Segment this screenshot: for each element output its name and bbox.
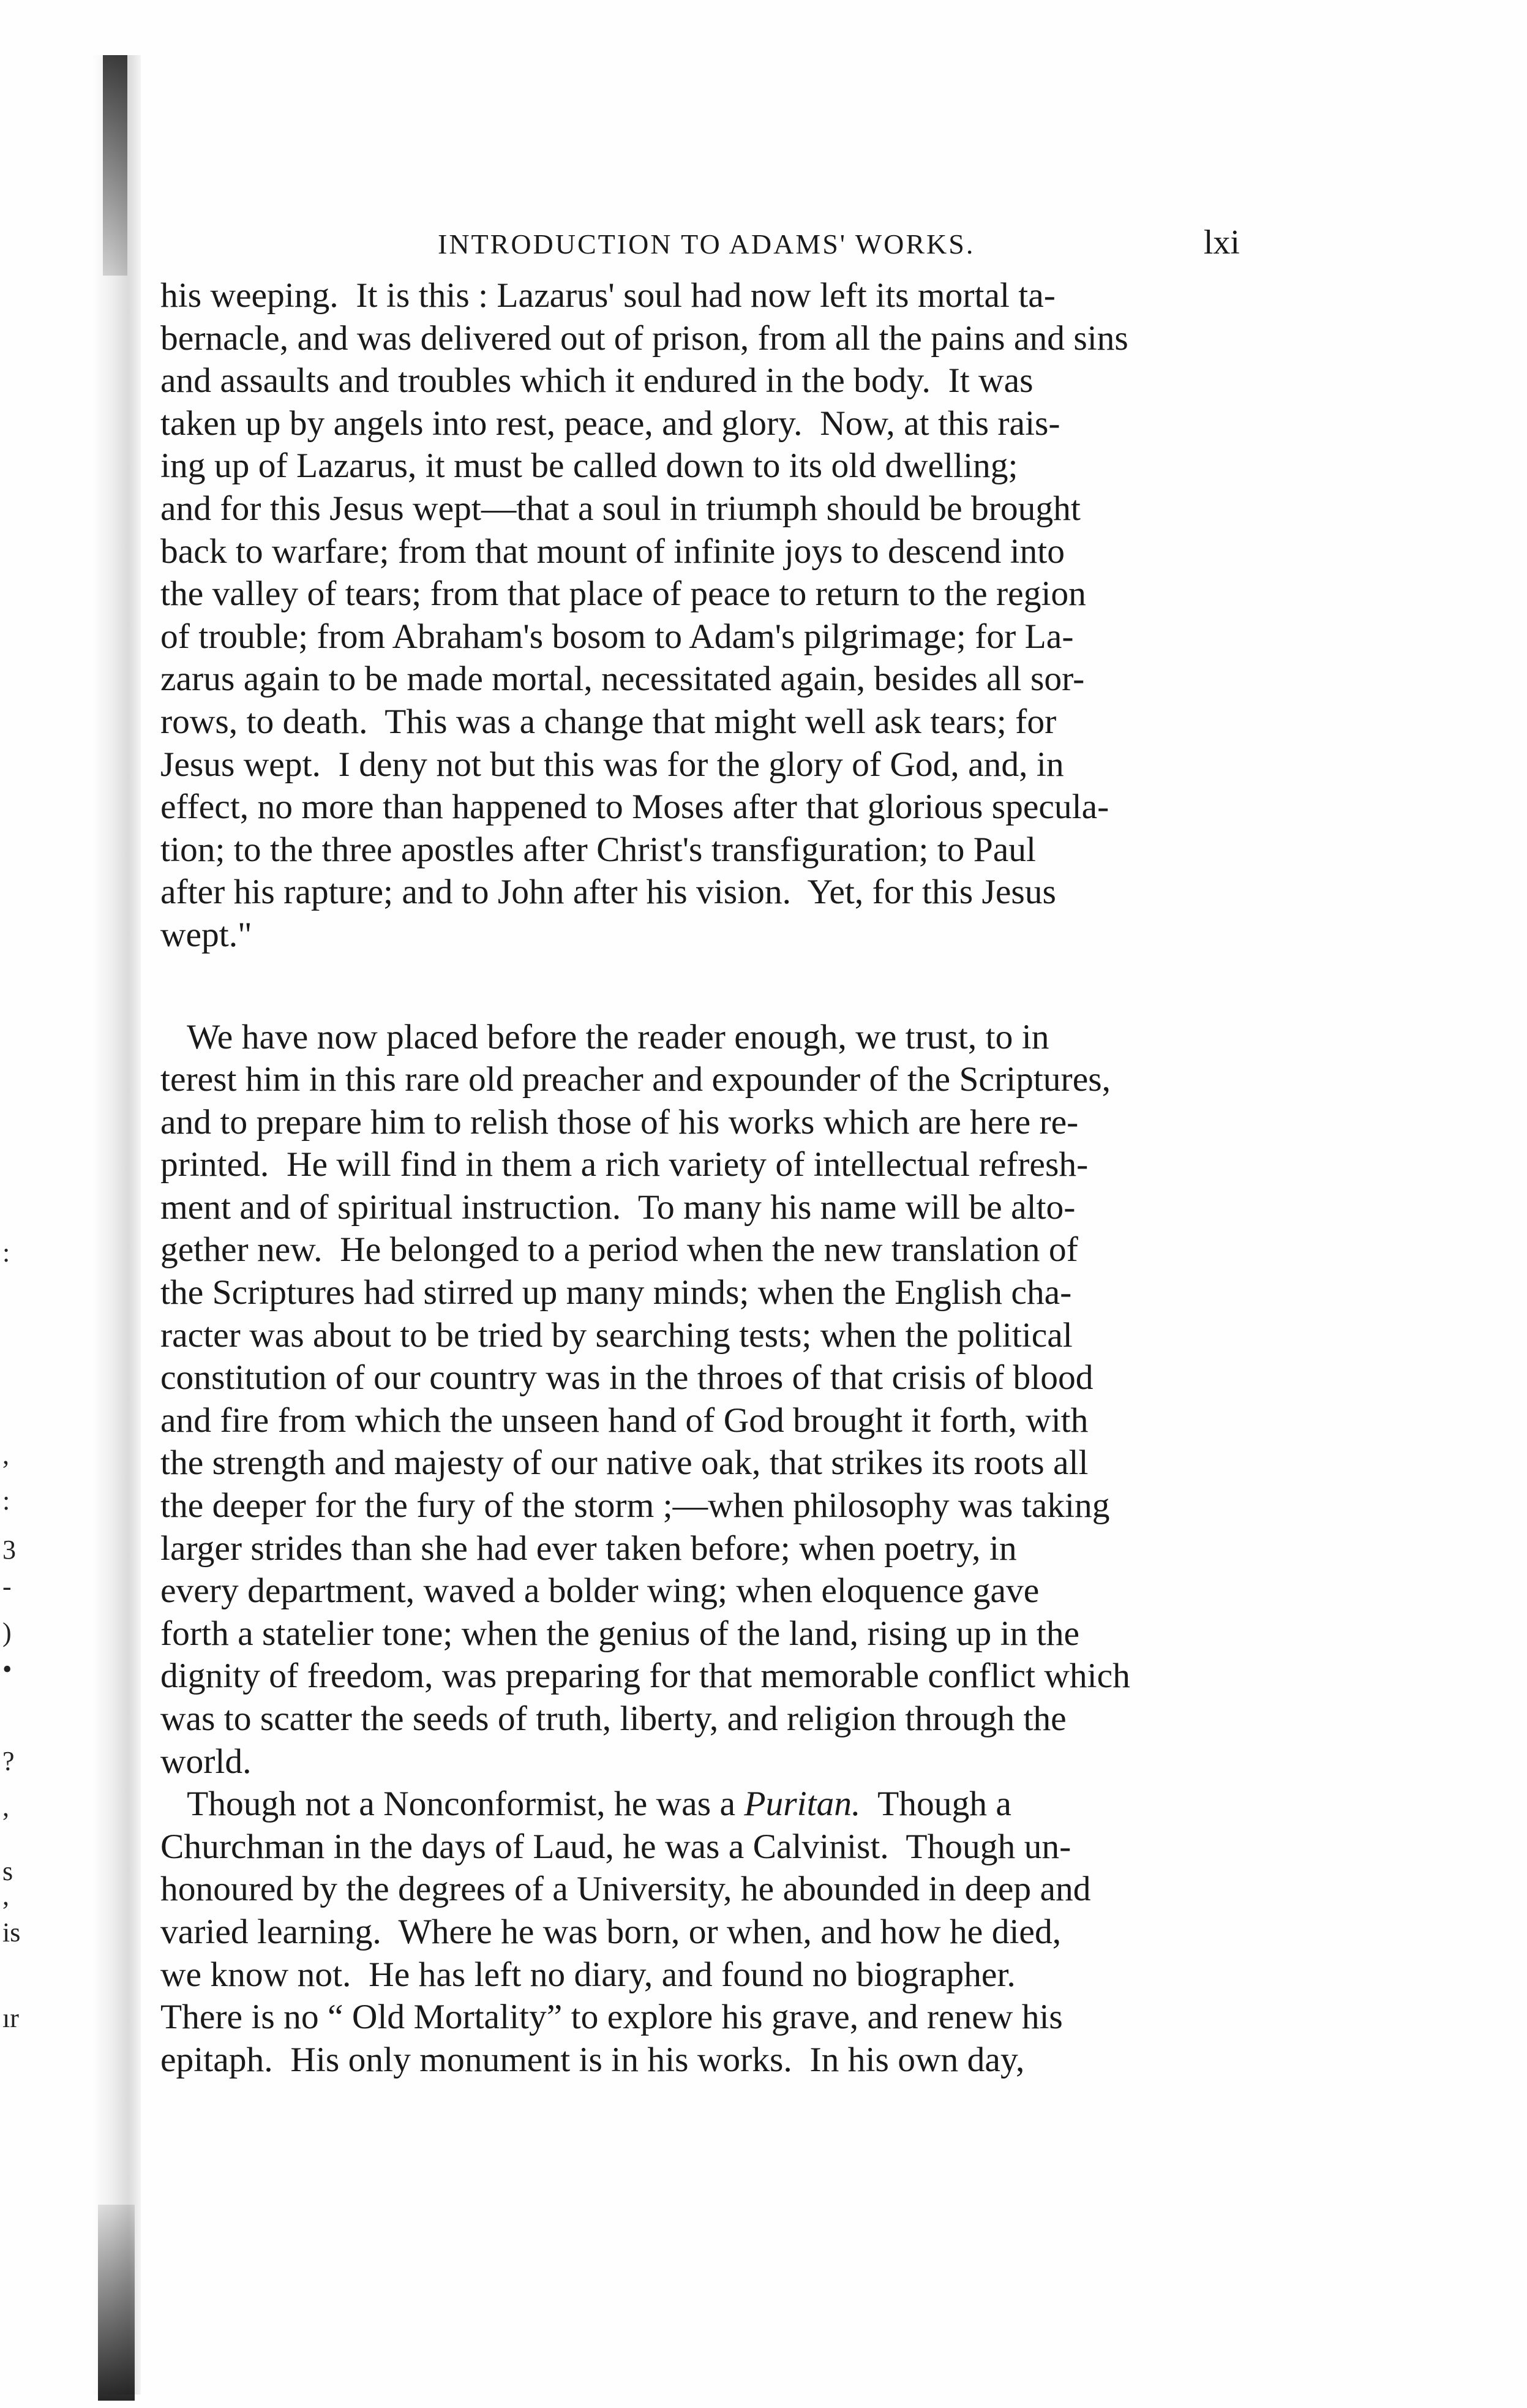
text-line: epitaph. His only monument is in his works. In his own day, — [160, 2040, 1025, 2079]
text-line: honoured by the degrees of a University, he abounded in deep and — [160, 1870, 1091, 1909]
binding-edge-bottom — [98, 2205, 135, 2401]
running-title: INTRODUCTION TO ADAMS' WORKS. — [438, 228, 975, 260]
text-line: forth a statelier tone; when the genius of the land, rising up in the — [160, 1614, 1080, 1653]
page-header — [156, 224, 1240, 271]
text-line: and assaults and troubles which it endured in the body. It was — [160, 361, 1034, 401]
bleed-mark: • — [2, 1654, 12, 1684]
text-line: his weeping. It is this : Lazarus' soul had now left its mortal ta- — [160, 276, 1056, 315]
text-line: Though not a Nonconformist, he was a Puritan. Though a — [160, 1785, 1011, 1824]
bleed-mark: ır — [2, 2003, 19, 2033]
text-line: wept." — [160, 915, 252, 954]
text-line: racter was about to be tried by searching tests; when the political — [160, 1315, 1073, 1355]
bleed-mark: ) — [2, 1617, 12, 1647]
text-line: the strength and majesty of our native oak, that strikes its roots all — [160, 1443, 1089, 1483]
body-text — [160, 274, 1237, 2081]
paragraph-3 — [160, 1783, 1237, 2081]
text-line: was to scatter the seeds of truth, liberty, and religion through the — [160, 1699, 1067, 1738]
text-line: and fire from which the unseen hand of God brought it forth, with — [160, 1401, 1089, 1440]
text-line: zarus again to be made mortal, necessitated again, besides all sor- — [160, 660, 1085, 699]
text-line: There is no “ Old Mortality” to explore his grave, and renew his — [160, 1998, 1063, 2037]
text-line: ing up of Lazarus, it must be called down to its old dwelling; — [160, 446, 1018, 486]
text-line: varied learning. Where he was born, or when, and how he died, — [160, 1912, 1062, 1951]
text-line: and for this Jesus wept—that a soul in triumph should be brought — [160, 489, 1081, 528]
text-line: We have now placed before the reader enough, we trust, to in — [160, 1017, 1049, 1056]
bleed-mark: s — [2, 1856, 13, 1886]
text-line: world. — [160, 1742, 252, 1781]
bleed-mark: , — [2, 1792, 9, 1822]
paragraph-gap — [160, 957, 1237, 1016]
text-line: larger strides than she had ever taken before; when poetry, in — [160, 1529, 1017, 1568]
paragraph-2 — [160, 1016, 1237, 1783]
text-line: effect, no more than happened to Moses after that glorious specula- — [160, 788, 1109, 827]
text-line: dignity of freedom, was preparing for that memorable conflict which — [160, 1657, 1130, 1696]
text-line: and to prepare him to relish those of his works which are here re- — [160, 1102, 1079, 1142]
text-line: tion; to the three apostles after Christ's transfiguration; to Paul — [160, 830, 1037, 869]
text-line: Churchman in the days of Laud, he was a Calvinist. Though un- — [160, 1827, 1071, 1866]
text-line: printed. He will find in them a rich variety of intellectual refresh- — [160, 1145, 1089, 1184]
binding-gutter-shadow — [92, 55, 141, 2395]
text-line: back to warfare; from that mount of infinite joys to descend into — [160, 532, 1065, 571]
text-line: the deeper for the fury of the storm ;—when philosophy was taking — [160, 1486, 1110, 1526]
text-line: bernacle, and was delivered out of prison, from all the pains and sins — [160, 318, 1128, 358]
text-line: of trouble; from Abraham's bosom to Adam's pilgrimage; for La- — [160, 617, 1074, 656]
text-line: every department, waved a bolder wing; when eloquence gave — [160, 1571, 1040, 1611]
text-line: we know not. He has left no diary, and found no biographer. — [160, 1955, 1016, 1994]
binding-edge-top — [103, 55, 127, 276]
italic-word: Puritan. — [744, 1785, 861, 1824]
text-line: the Scriptures had stirred up many minds; when the English cha- — [160, 1273, 1072, 1312]
text-line: after his rapture; and to John after his vision. Yet, for this Jesus — [160, 873, 1056, 912]
text-line: terest him in this rare old preacher and expounder of the Scriptures, — [160, 1060, 1111, 1099]
bleed-mark: : — [2, 1238, 10, 1268]
bleed-mark: 3 — [2, 1535, 16, 1565]
text-line: ment and of spiritual instruction. To many his name will be alto- — [160, 1187, 1076, 1227]
bleed-mark: is — [2, 1917, 21, 1947]
page-number: lxi — [1203, 224, 1240, 261]
bleed-mark: : — [2, 1486, 10, 1516]
bleed-mark: - — [2, 1571, 12, 1601]
text-line: gether new. He belonged to a period when the new translation of — [160, 1230, 1078, 1270]
text-line: Jesus wept. I deny not but this was for the glory of God, and, in — [160, 745, 1064, 784]
text-line: constitution of our country was in the throes of that crisis of blood — [160, 1358, 1094, 1398]
text-line: taken up by angels into rest, peace, and glory. Now, at this rais- — [160, 404, 1060, 443]
bleed-mark: ? — [2, 1746, 15, 1776]
bleed-mark: , — [2, 1881, 9, 1911]
paragraph-1 — [160, 274, 1237, 957]
text-line: rows, to death. This was a change that might well ask tears; for — [160, 702, 1057, 741]
bleed-mark: , — [2, 1440, 9, 1470]
text-line: the valley of tears; from that place of peace to return to the region — [160, 574, 1086, 614]
